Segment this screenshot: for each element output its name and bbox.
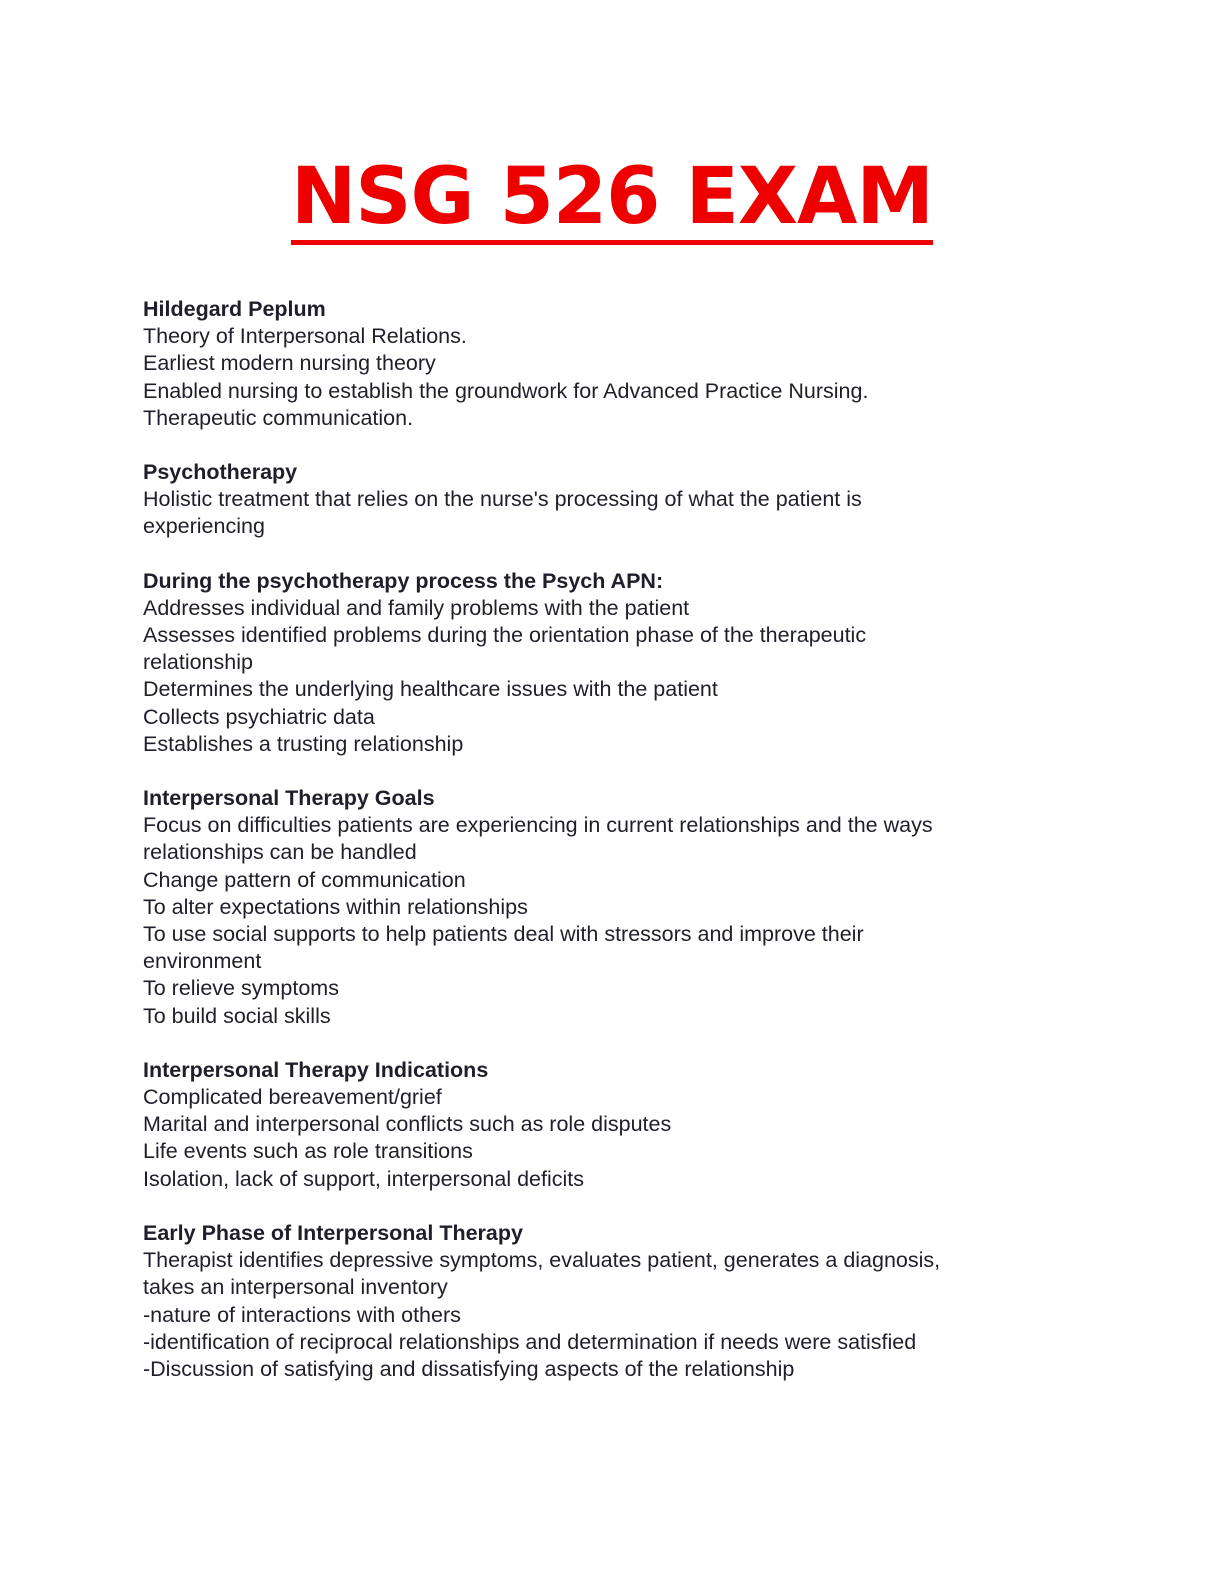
section-psychotherapy (143, 459, 1073, 541)
section-heading: Hildegard Peplum (143, 297, 326, 321)
section-line: Assesses identified problems during the orientation phase of the therapeutic (143, 623, 867, 648)
section-line: Focus on difficulties patients are experiencing in current relationships and the ways (143, 813, 933, 838)
section-line: relationships can be handled (143, 840, 417, 865)
section-line: Holistic treatment that relies on the nurse's processing of what the patient is (143, 487, 862, 512)
section-line: Earliest modern nursing theory (143, 351, 436, 376)
section-line: To build social skills (143, 1003, 331, 1028)
section-ipt-goals (143, 785, 1073, 1030)
section-line: environment (143, 949, 262, 974)
section-line: -identification of reciprocal relationships and determination if needs were satisfied (143, 1329, 917, 1354)
section-line: Determines the underlying healthcare issues with the patient (143, 677, 718, 702)
section-line: Establishes a trusting relationship (143, 731, 464, 756)
section-line: Change pattern of communication (143, 867, 466, 892)
document-title (0, 152, 1224, 245)
section-line: To use social supports to help patients deal with stressors and improve their (143, 922, 864, 947)
section-line: To relieve symptoms (143, 976, 339, 1001)
section-line: takes an interpersonal inventory (143, 1275, 448, 1300)
section-line: Enabled nursing to establish the groundwork for Advanced Practice Nursing. (143, 378, 869, 403)
section-line: Addresses individual and family problems with the patient (143, 595, 690, 620)
section-psych-apn-process (143, 568, 1073, 758)
section-line: relationship (143, 650, 253, 675)
section-heading: Psychotherapy (143, 460, 298, 485)
section-line: Marital and interpersonal conflicts such as role disputes (143, 1112, 672, 1137)
section-heading: During the psychotherapy process the Psych APN: (143, 568, 664, 593)
section-line: Life events such as role transitions (143, 1139, 473, 1164)
section-line: Theory of Interpersonal Relations. (143, 324, 467, 349)
section-line: Isolation, lack of support, interpersonal deficits (143, 1166, 584, 1191)
section-heading: Interpersonal Therapy Goals (143, 786, 435, 811)
section-line: Therapeutic communication. (143, 405, 414, 430)
section-hildegard-peplum (143, 296, 1073, 432)
section-ipt-indications (143, 1057, 1073, 1193)
section-line: -Discussion of satisfying and dissatisfying aspects of the relationship (143, 1356, 795, 1381)
section-line: To alter expectations within relationships (143, 894, 528, 919)
section-line: Collects psychiatric data (143, 704, 375, 729)
section-line: -nature of interactions with others (143, 1302, 461, 1327)
section-ipt-early-phase (143, 1220, 1073, 1383)
document-title-text: NSG 526 EXAM (291, 158, 933, 245)
section-heading: Early Phase of Interpersonal Therapy (143, 1220, 523, 1245)
document-body (143, 296, 1073, 1410)
section-heading: Interpersonal Therapy Indications (143, 1057, 489, 1082)
section-line: Complicated bereavement/grief (143, 1085, 442, 1110)
section-line: experiencing (143, 514, 265, 539)
section-line: Therapist identifies depressive symptoms, evaluates patient, generates a diagnosis, (143, 1248, 941, 1273)
